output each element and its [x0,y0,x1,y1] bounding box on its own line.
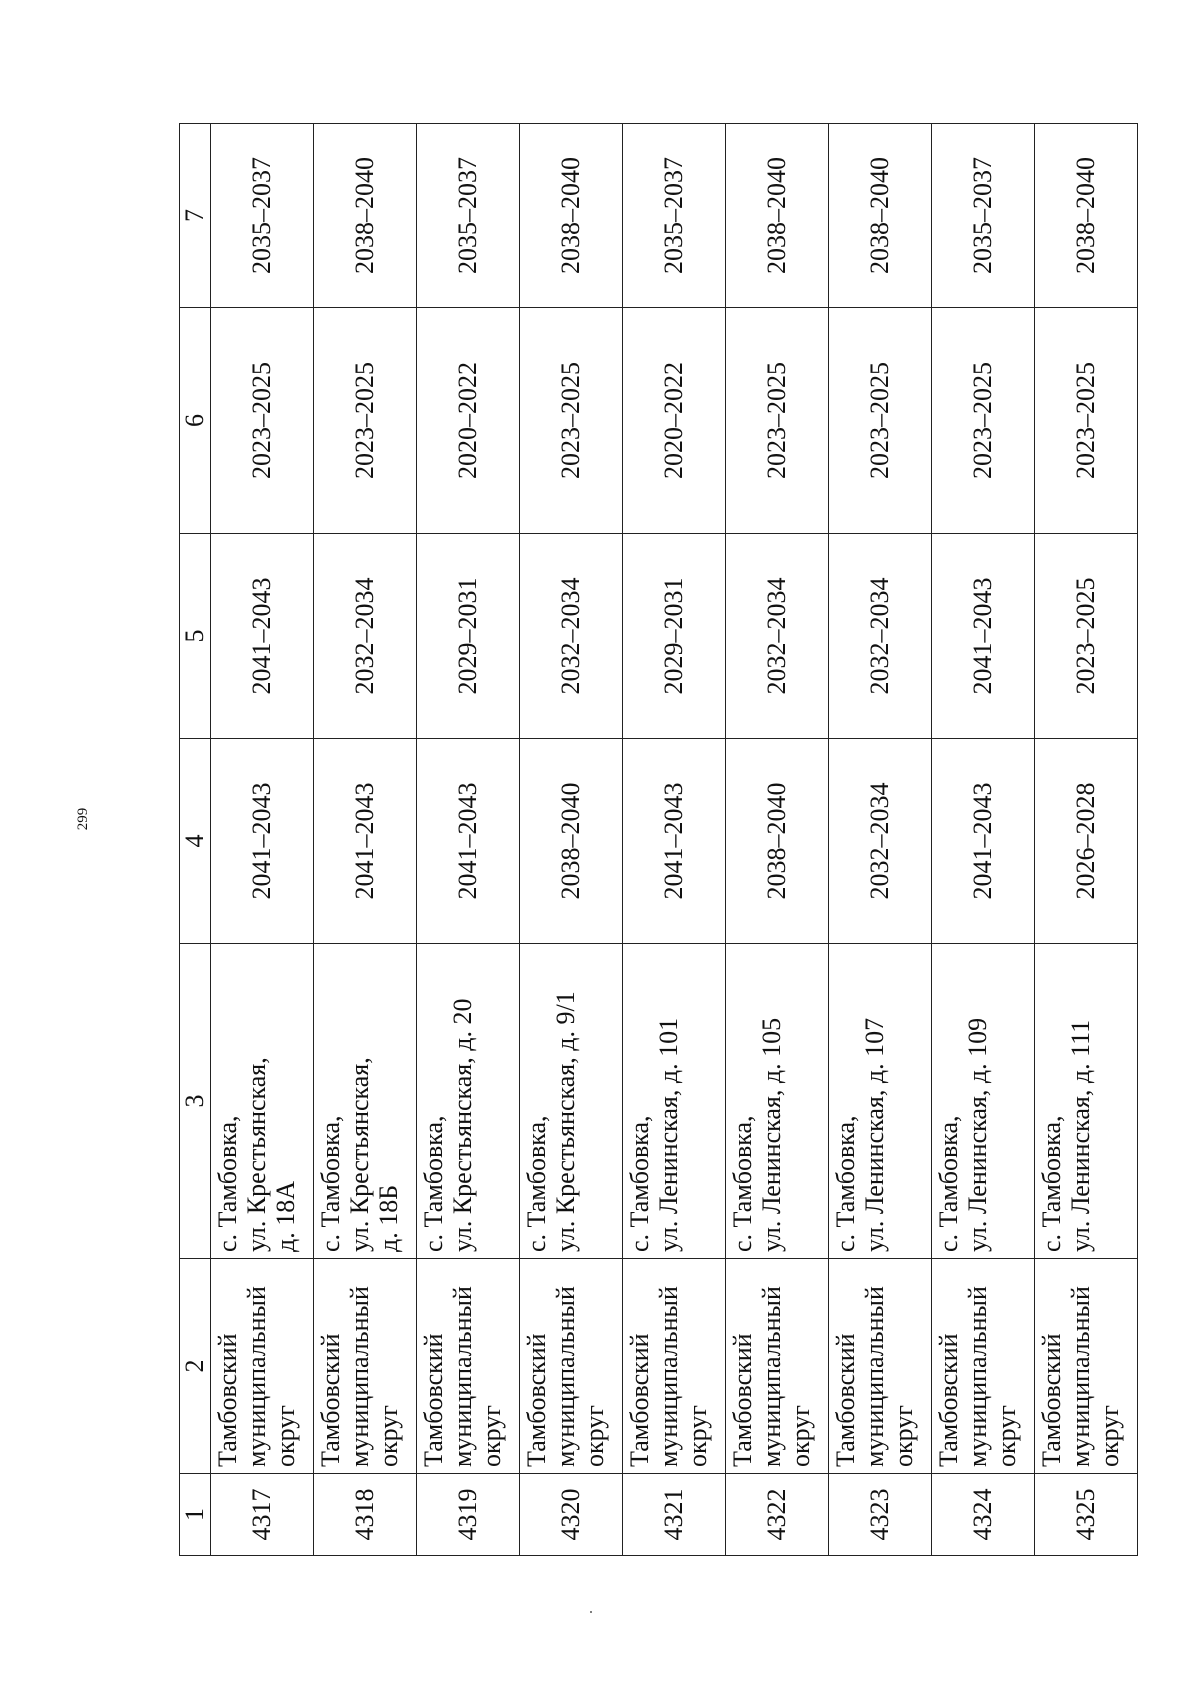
district-line: округ [1095,1405,1125,1467]
period-value: 2020–2022 [659,362,689,479]
row-number-cell [1035,1474,1138,1556]
period-cell-c6 [520,308,623,534]
column-header-6: 6 [180,308,211,534]
row-number-cell [829,1474,932,1556]
period-value: 2032–2034 [865,782,895,900]
district-line: округ [374,1405,404,1467]
district-line: муниципальный [860,1286,890,1467]
period-value: 2038–2040 [865,157,895,274]
table-row [314,124,417,1556]
address-line: с. Тамбовка, [419,1115,448,1252]
period-value: 2035–2037 [968,157,998,274]
district-line: Тамбовский [934,1333,963,1467]
column-header-1: 1 [180,1474,211,1556]
row-number: 4320 [556,1488,586,1541]
period-cell-c4 [314,739,417,944]
address-line: с. Тамбовка, [831,1115,860,1252]
address-cell [932,944,1035,1259]
period-cell-c4 [1035,739,1138,944]
address-line: с. Тамбовка, [522,1115,551,1252]
period-value: 2038–2040 [556,782,586,900]
period-value: 2041–2043 [968,577,998,695]
period-cell-c4 [932,739,1035,944]
period-value: 2020–2022 [453,362,483,479]
period-cell-c4 [417,739,520,944]
address-line: ул. Крестьянская, [345,1057,375,1252]
district-line: муниципальный [1066,1286,1096,1467]
district-line: муниципальный [757,1286,787,1467]
schedule-table [179,123,1138,1556]
table-row [726,124,829,1556]
schedule-table-container [179,124,1137,1556]
address-cell [417,944,520,1259]
row-number: 4319 [453,1488,483,1541]
district-cell [932,1259,1035,1474]
period-value: 2041–2043 [453,782,483,900]
district-cell [623,1259,726,1474]
table-row [623,124,726,1556]
district-line: Тамбовский [625,1333,654,1467]
period-cell-c6 [211,308,314,534]
table-body [211,124,1138,1556]
period-cell-c7 [623,124,726,308]
period-value: 2023–2025 [1071,577,1101,695]
period-cell-c7 [211,124,314,308]
address-line: д. 18Б [374,1184,404,1252]
district-line: Тамбовский [419,1333,448,1467]
period-cell-c7 [520,124,623,308]
address-line: д. 18А [271,1180,301,1252]
period-cell-c7 [932,124,1035,308]
district-cell [314,1259,417,1474]
address-line: ул. Ленинская, д. 101 [654,1017,684,1252]
address-cell [623,944,726,1259]
district-cell [417,1259,520,1474]
period-value: 2023–2025 [350,362,380,479]
address-line: ул. Ленинская, д. 111 [1066,1019,1096,1252]
district-line: Тамбовский [213,1333,242,1467]
period-value: 2038–2040 [350,157,380,274]
period-cell-c7 [829,124,932,308]
period-value: 2023–2025 [762,362,792,479]
period-value: 2041–2043 [350,782,380,900]
row-number: 4322 [762,1488,792,1541]
row-number: 4324 [968,1488,998,1541]
address-line: ул. Крестьянская, [242,1057,272,1252]
period-value: 2032–2034 [762,577,792,695]
period-value: 2023–2025 [556,362,586,479]
period-cell-c6 [623,308,726,534]
column-header-3: 3 [180,944,211,1259]
address-line: ул. Крестьянская, д. 9/1 [551,991,581,1252]
period-value: 2029–2031 [659,577,689,695]
column-header-7: 7 [180,124,211,308]
row-number-cell [314,1474,417,1556]
row-number: 4318 [350,1488,380,1541]
period-cell-c7 [726,124,829,308]
period-value: 2038–2040 [762,157,792,274]
period-value: 2041–2043 [247,782,277,900]
address-cell [211,944,314,1259]
address-cell [520,944,623,1259]
period-value: 2041–2043 [968,782,998,900]
period-cell-c6 [932,308,1035,534]
period-cell-c6 [417,308,520,534]
period-value: 2023–2025 [968,362,998,479]
district-cell [520,1259,623,1474]
period-value: 2038–2040 [762,782,792,900]
district-line: муниципальный [345,1286,375,1467]
period-cell-c6 [726,308,829,534]
district-cell [1035,1259,1138,1474]
period-cell-c5 [211,534,314,739]
page-number: 299 [75,807,91,831]
district-line: муниципальный [242,1286,272,1467]
address-line: с. Тамбовка, [934,1115,963,1252]
period-cell-c4 [623,739,726,944]
table-row [932,124,1035,1556]
period-cell-c5 [417,534,520,739]
table-row [520,124,623,1556]
period-value: 2032–2034 [350,577,380,695]
column-header-4: 4 [180,739,211,944]
period-cell-c5 [1035,534,1138,739]
scan-speck [590,1611,592,1613]
address-line: с. Тамбовка, [1037,1115,1066,1252]
row-number-cell [932,1474,1035,1556]
period-cell-c7 [1035,124,1138,308]
district-line: округ [580,1405,610,1467]
district-cell [726,1259,829,1474]
period-value: 2038–2040 [1071,157,1101,274]
period-value: 2035–2037 [247,157,277,274]
address-cell [1035,944,1138,1259]
period-cell-c5 [520,534,623,739]
district-line: округ [786,1405,816,1467]
table-row [417,124,520,1556]
address-line: ул. Ленинская, д. 109 [963,1017,993,1252]
period-cell-c6 [829,308,932,534]
address-cell [829,944,932,1259]
district-line: муниципальный [654,1286,684,1467]
row-number-cell [520,1474,623,1556]
district-line: муниципальный [551,1286,581,1467]
district-line: округ [477,1405,507,1467]
row-number-cell [211,1474,314,1556]
district-line: округ [271,1405,301,1467]
address-line: ул. Крестьянская, д. 20 [448,998,478,1252]
row-number: 4323 [865,1488,895,1541]
period-cell-c4 [520,739,623,944]
district-line: Тамбовский [728,1333,757,1467]
address-cell [314,944,417,1259]
column-header-5: 5 [180,534,211,739]
table-row [829,124,932,1556]
row-number: 4321 [659,1488,689,1541]
district-cell [829,1259,932,1474]
table-row [1035,124,1138,1556]
period-cell-c7 [314,124,417,308]
district-line: Тамбовский [316,1333,345,1467]
period-cell-c6 [1035,308,1138,534]
district-line: округ [992,1405,1022,1467]
period-cell-c4 [829,739,932,944]
period-value: 2035–2037 [453,157,483,274]
row-number-cell [417,1474,520,1556]
period-value: 2026–2028 [1071,782,1101,900]
address-cell [726,944,829,1259]
period-cell-c4 [726,739,829,944]
period-cell-c6 [314,308,417,534]
table-row [211,124,314,1556]
period-cell-c7 [417,124,520,308]
period-cell-c5 [623,534,726,739]
district-line: Тамбовский [831,1333,860,1467]
period-value: 2038–2040 [556,157,586,274]
period-cell-c4 [211,739,314,944]
row-number: 4317 [247,1488,277,1541]
period-value: 2029–2031 [453,577,483,695]
header-row [180,124,211,1556]
period-cell-c5 [932,534,1035,739]
period-value: 2041–2043 [659,782,689,900]
district-line: муниципальный [448,1286,478,1467]
address-line: с. Тамбовка, [625,1115,654,1252]
district-line: округ [889,1405,919,1467]
district-line: муниципальный [963,1286,993,1467]
address-line: с. Тамбовка, [728,1115,757,1252]
period-value: 2035–2037 [659,157,689,274]
address-line: с. Тамбовка, [316,1115,345,1252]
row-number: 4325 [1071,1488,1101,1541]
period-cell-c5 [829,534,932,739]
column-header-2: 2 [180,1259,211,1474]
address-line: ул. Ленинская, д. 105 [757,1017,787,1252]
row-number-cell [726,1474,829,1556]
district-line: Тамбовский [522,1333,551,1467]
period-value: 2023–2025 [247,362,277,479]
district-line: округ [683,1405,713,1467]
district-line: Тамбовский [1037,1333,1066,1467]
address-line: с. Тамбовка, [213,1115,242,1252]
period-value: 2032–2034 [865,577,895,695]
address-line: ул. Ленинская, д. 107 [860,1017,890,1252]
district-cell [211,1259,314,1474]
period-value: 2041–2043 [247,577,277,695]
row-number-cell [623,1474,726,1556]
period-value: 2023–2025 [865,362,895,479]
period-cell-c5 [726,534,829,739]
period-value: 2032–2034 [556,577,586,695]
period-cell-c5 [314,534,417,739]
period-value: 2023–2025 [1071,362,1101,479]
